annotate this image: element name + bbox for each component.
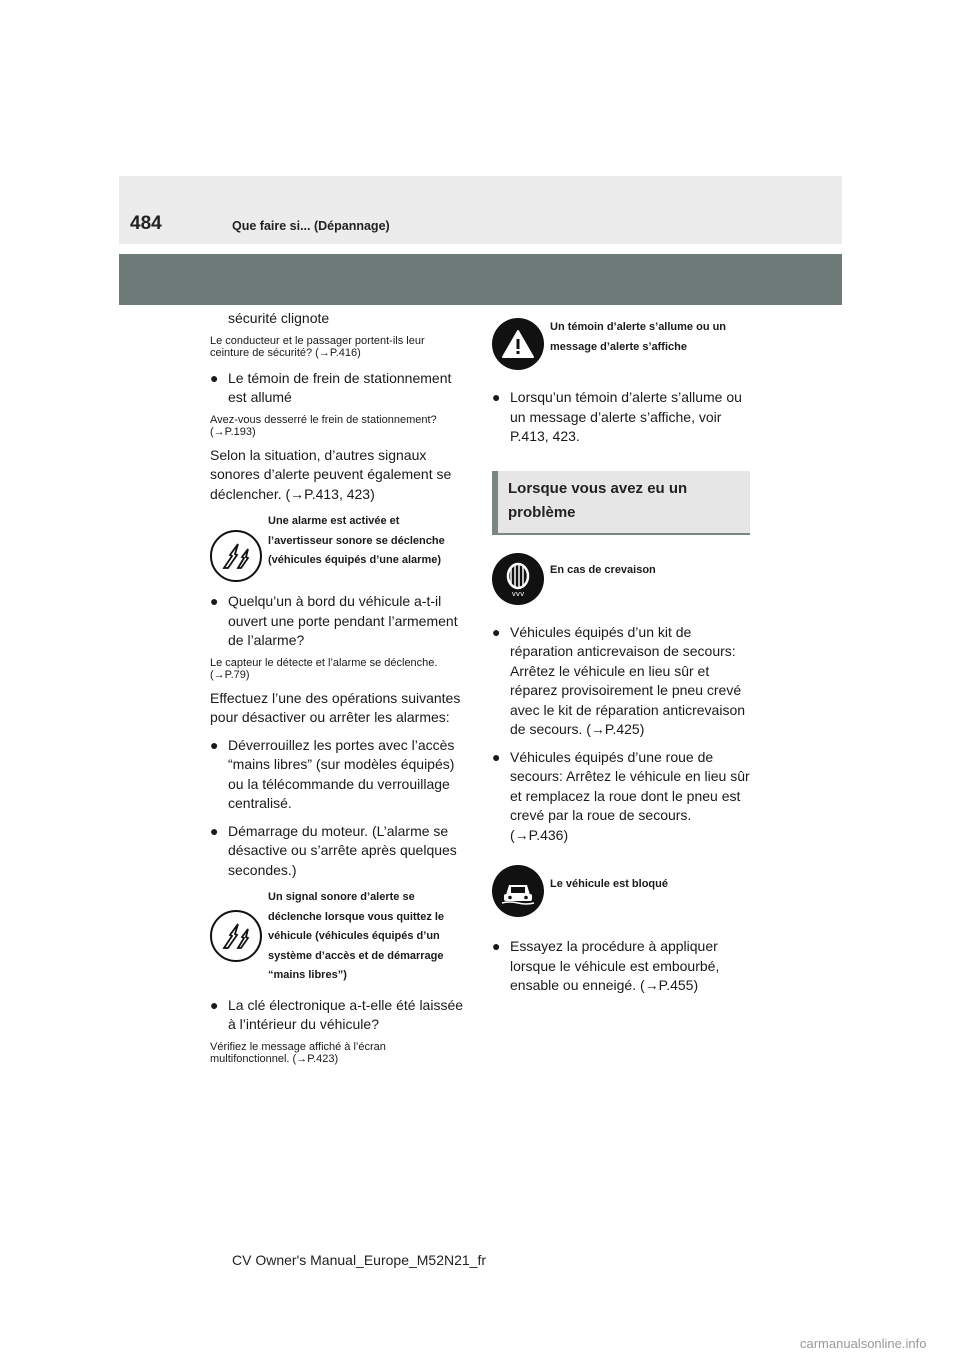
section-title: Que faire si... (Dépannage) (232, 219, 390, 233)
bullet-dot: ● (210, 593, 219, 609)
alarm-icon-label: Une alarme est activée et l’avertisseur sonore se déclenche (véhicules équipés d’une alarme) (268, 515, 445, 566)
svg-text:vvv: vvv (511, 589, 525, 597)
problem-heading: Lorsque vous avez eu un problème (492, 471, 750, 535)
bullet-dot: ● (492, 389, 501, 405)
alarm-item (210, 512, 466, 582)
bullet-repair-kit: ● Véhicules équipés d’un kit de réparation anticrevaison de secours: Arrêtez le véhicule en lieu sûr et réparez provisoirement le pneu crevé avec le kit de réparation anticrevaison de secours. (→P.425) (492, 623, 746, 737)
tire-icon-label: En cas de crevaison (550, 563, 656, 576)
header-band (119, 176, 842, 244)
warning-triangle-icon (492, 318, 544, 370)
warning-icon-label: Un témoin d’alerte s’allume ou un message d’alerte s’affiche (550, 321, 727, 353)
bullet-parking-brake: ● Le témoin de frein de stationnement est allumé (210, 369, 452, 405)
stuck-vehicle-icon (492, 865, 544, 917)
left-column (210, 309, 466, 1066)
bullet-dot: ● (492, 623, 501, 640)
bullet-key-left: ● La clé électronique a-t-elle été laissée à l’intérieur du véhicule? (210, 996, 464, 1032)
bullet-stuck-procedure: ● Essayez la procédure à appliquer lorsque le véhicule est embourbé, ensable ou enneigé. (→P.455) (492, 938, 720, 993)
signal-icon-label: Un signal sonore d’alerte se déclenche lorsque vous quittez le véhicule (véhicules équipés d’un système d’accès et de démarrage “mains libres”) (268, 891, 445, 981)
warning-item (492, 318, 750, 370)
right-column (492, 318, 750, 996)
page-number: 484 (130, 213, 162, 234)
flat-tire-icon (492, 553, 544, 605)
bullet-dot: ● (492, 748, 501, 765)
note-seatbelt: Le conducteur et le passager portent-ils leur ceinture de sécurité? (→P.416) (210, 334, 425, 359)
bullet-warning-light: ● Lorsqu’un témoin d’alerte s’allume ou un message d’alerte s’affiche, voir P.413, 423. (492, 389, 742, 444)
bullet-dot: ● (492, 938, 501, 954)
bullet-dot: ● (210, 369, 219, 386)
bullet-unlock: ● Déverrouillez les portes avec l’accès “mains libres” (sur modèles équipés) ou la télécommande du verrouillage centralisé. (210, 736, 455, 811)
watermark: carmanualsonline.info (800, 1336, 927, 1351)
note-message: Vérifiez le message affiché à l’écran multifonctionnel. (→P.423) (210, 1040, 386, 1065)
buzzer-icon (210, 530, 262, 582)
bullet-dot: ● (210, 736, 219, 753)
para-other-signals: Selon la situation, d’autres signaux sonores d’alerte peuvent également se déclencher. (→P.413, 423) (210, 446, 452, 502)
bullet-spare-wheel: ● Véhicules équipés d’une roue de secours: Arrêtez le véhicule en lieu sûr et remplacez la roue dont le pneu est crevé par la roue de secours. (→P.436) (492, 748, 750, 843)
stuck-icon-label: Le véhicule est bloqué (550, 878, 668, 890)
bullet-engine-start: ● Démarrage du moteur. (L’alarme se désactive ou s’arrête après quelques secondes.) (210, 822, 457, 878)
signal-item (210, 888, 466, 986)
bullet-door-opened: ● Quelqu’un à bord du véhicule a-t-il ouvert une porte pendant l’armement de l’alarme? (210, 593, 458, 648)
continued-text: sécurité clignote (228, 310, 330, 326)
note-sensor: Le capteur le détecte et l’alarme se déclenche. (→P.79) (210, 656, 438, 681)
bullet-dot: ● (210, 996, 219, 1013)
para-deactivate: Effectuez l’une des opérations suivantes pour désactiver ou arrêter les alarmes: (210, 689, 461, 725)
bullet-dot: ● (210, 822, 219, 839)
note-parking-brake: Avez-vous desserré le frein de stationnement? (→P.193) (210, 413, 437, 438)
stuck-item (492, 865, 750, 917)
tire-item (492, 553, 750, 605)
manual-name-footer: CV Owner's Manual_Europe_M52N21_fr (232, 1252, 487, 1268)
chapter-bar (119, 254, 842, 305)
buzzer-icon (210, 910, 262, 962)
